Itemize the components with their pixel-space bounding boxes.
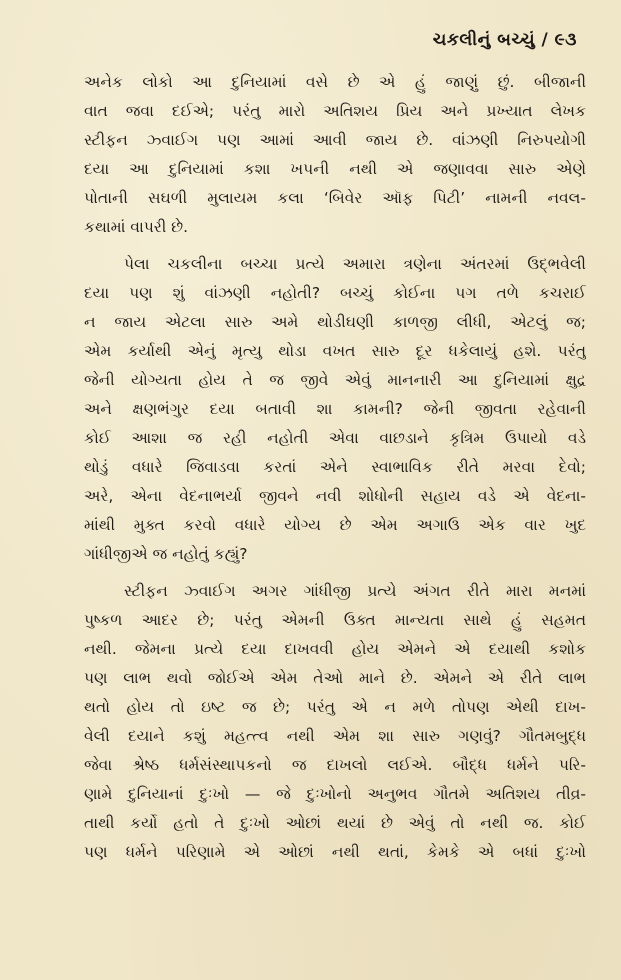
- text-line: માંથી મુક્ત કરવો વધારે યોગ્ય છે એમ અગાઉ એક વાર ખુદ: [84, 516, 586, 534]
- text-line: અનેક લોકો આ દુનિયામાં વસે છે એ હું જાણું છું. બીજાની: [84, 73, 586, 91]
- paragraph-3: [84, 577, 586, 867]
- paragraph-gap: [84, 242, 586, 250]
- text-line: અને ક્ષણભંગુર દયા બતાવી શા કામની? જેની જીવતા રહેવાની: [84, 400, 586, 418]
- text-line: જેની યોગ્યતા હોય તે જ જીવે એવું માનનારી આ દુનિયામાં ક્ષુદ્ર: [84, 371, 586, 389]
- text-line: સ્ટીફન ઝ્વાઈગ અગર ગાંધીજી પ્રત્યે અંગત રીતે મારા મનમાં: [124, 582, 586, 600]
- text-line: તાથી કર્યો હતો તે દુઃખો ઓછાં થયાં છે એવું તો નથી જ. કોઈ: [84, 814, 586, 832]
- text-line: અરે, એના વેદનાભર્યા જીવને નવી શોધોની સહાય વડે એ વેદના-: [84, 487, 586, 505]
- text-line: એમ કર્યાથી એનું મૃત્યુ થોડા વખત સારુ દૂર ધકેલાયું હશે. પરંતુ: [84, 342, 586, 360]
- text-line: પોતાની સઘળી મુલાયમ કલા ‘બિવેર ઑફ પિટી’ નામની નવલ-: [84, 189, 586, 207]
- text-line: સ્ટીફન ઝ્વાઈગ પણ આમાં આવી જાય છે. વાંઝણી નિરુપયોગી: [84, 131, 586, 149]
- text-line: દયા પણ શું વાંઝણી નહોતી? બચ્ચું કોઈના પગ તળે કચરાઈ: [84, 284, 586, 302]
- text-line: ન જાય એટલા સારુ અમે થોડીઘણી કાળજી લીધી, એટલું જ;: [84, 313, 586, 331]
- text-line: પણ ધર્મને પરિણામે એ ઓછાં નથી થતાં, કેમકે એ બધાં દુઃખો: [84, 843, 586, 861]
- paragraph-gap: [84, 569, 586, 577]
- paragraph-1: [84, 68, 586, 242]
- text-line: ગાંધીજીએ જ નહોતું કહ્યું?: [84, 545, 248, 563]
- text-line: કથામાં વાપરી છે.: [84, 218, 189, 236]
- text-line: કોઈ આશા જ રહી નહોતી એવા વાછડાને કૃત્રિમ ઉપાયો વડે: [84, 429, 586, 447]
- text-line: ણામે દુનિયાનાં દુઃખો — જે દુઃખોનો અનુભવ ગૌતમે અતિશય તીવ્ર-: [84, 785, 586, 803]
- text-line: પુષ્કળ આદર છે; પરંતુ એમની ઉક્ત માન્યતા સાથે હું સહમત: [84, 611, 586, 629]
- text-line: થતો હોય તો ઇષ્ટ જ છે; પરંતુ એ ન મળે તોપણ એથી દાખ-: [84, 698, 586, 716]
- text-line: પણ લાભ થવો જોઈએ એમ તેઓ માને છે. એમને એ રીતે લાભ: [84, 669, 586, 687]
- text-line: નથી. જેમના પ્રત્યે દયા દાખવવી હોય એમને એ દયાથી કશોક: [84, 640, 586, 658]
- text-line: પેલા ચકલીના બચ્ચા પ્રત્યે અમારા ત્રણેના અંતરમાં ઉદ્ભવેલી: [124, 255, 586, 273]
- text-line: દયા આ દુનિયામાં કશા ખપની નથી એ જણાવવા સારુ એણે: [84, 160, 586, 178]
- text-line: જેવા શ્રેષ્ઠ ધર્મસંસ્થાપકનો જ દાખલો લઈએ. બૌદ્ધ ધર્મને પરિ-: [84, 756, 586, 774]
- body-text: [84, 68, 586, 867]
- text-line: વેલી દયાને કશું મહત્ત્વ નથી એમ શા સારુ ગણવું? ગૌતમબુદ્ધ: [84, 727, 586, 745]
- text-line: થોડું વધારે જિવાડવા કરતાં એને સ્વાભાવિક રીતે મરવા દેવો;: [84, 458, 586, 476]
- text-line: વાત જવા દઈએ; પરંતુ મારો અતિશય પ્રિય અને પ્રખ્યાત લેખક: [84, 102, 586, 120]
- paragraph-2: [84, 250, 586, 569]
- running-head: ચકલીનું બચ્ચું / ૯૩: [432, 30, 577, 50]
